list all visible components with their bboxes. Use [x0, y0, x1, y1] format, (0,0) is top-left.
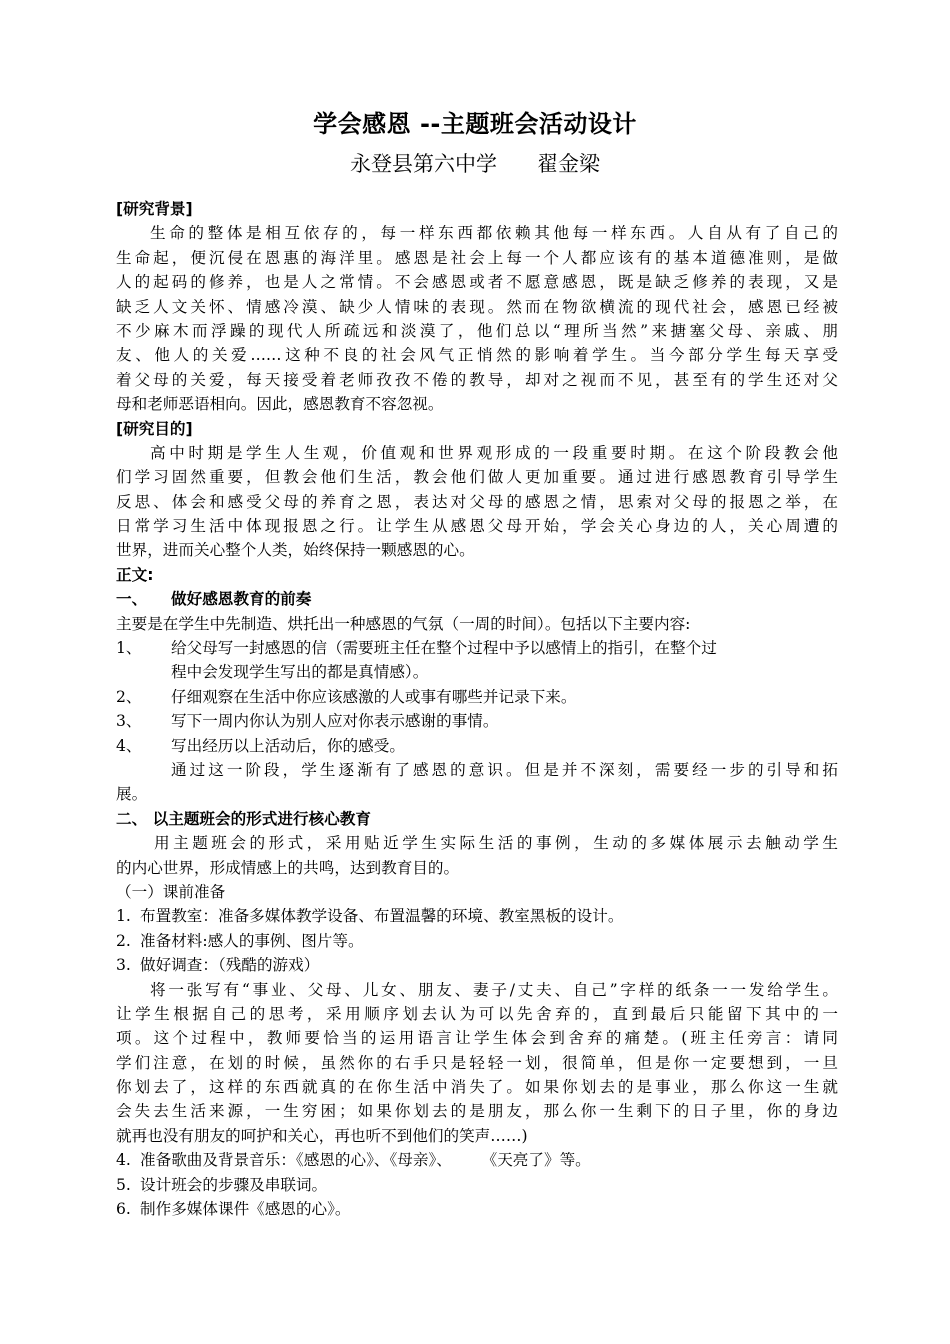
list-item [116, 685, 838, 709]
background-heading: [研究背景] [116, 200, 193, 218]
list-item-text: 准备歌曲及背景音乐：《感恩的心》、《母亲》、 《天亮了》等。 [140, 1151, 591, 1170]
list-item-text: 制作多媒体课件《感恩的心》。 [140, 1200, 351, 1219]
paragraph-line: 缺乏人文关怀、情感冷漠、缺少人情味的表现。然而在物欲横流的现代社会，感恩已经被 [116, 297, 838, 316]
document-subtitle: 永登县第六中学 翟金梁 [349, 152, 601, 176]
list-item-text: 写下一周内你认为别人应对你表示感谢的事情。 [171, 712, 499, 731]
list-item-text: 设计班会的步骤及串联词。 [140, 1175, 328, 1194]
paragraph-line: 生命起，便沉侵在恩惠的海洋里。感恩是社会上每一个人都应该有的基本道德准则，是做 [116, 248, 838, 267]
paragraph-line: 母和老师恶语相向。因此，感恩教育不容忽视。 [116, 395, 444, 414]
purpose-heading: [研究目的] [116, 419, 193, 438]
list-item-continuation: 程中会发现学生写出的都是真情感）。 [171, 663, 429, 682]
paragraph-line: 日常学习生活中体现报恩之行。让学生从感恩父母开始，学会关心身边的人，关心周遭的 [116, 517, 838, 536]
list-item [116, 1173, 838, 1197]
paragraph-line: 反思、体会和感受父母的养育之恩，表达对父母的感恩之情，思索对父母的报恩之举，在 [116, 492, 838, 511]
list-item-number: 2. [116, 931, 131, 950]
paragraph-line: 生命的整体是相互依存的，每一样东西都依赖其他每一样东西。人自从有了自己的 [150, 224, 838, 243]
paragraph-line: 将一张写有“事业、父母、儿女、朋友、妻子/丈夫、自己”字样的纸条一一发给学生。 [150, 980, 838, 999]
list-item [116, 709, 838, 733]
paragraph-line: 学们注意，在划的时候，虽然你的右手只是轻轻一划，很简单，但是你一定要想到，一旦 [116, 1053, 838, 1072]
list-item-number: 1. [116, 907, 131, 926]
paragraph-line: 人的起码的修养，也是人之常情。不会感恩或者不愿意感恩，既是缺乏修养的表现，又是 [116, 273, 838, 292]
paragraph-line: 让学生根据自己的思考，采用顺序划去认为可以先舍弃的，直到最后只能留下其中的一 [116, 1004, 838, 1023]
list-item [116, 636, 838, 660]
paragraph-line: 世界，进而关心整个人类，始终保持一颗感恩的心。 [116, 541, 475, 560]
paragraph-line: 友、他人的关爱……这种不良的社会风气正悄然的影响着学生。当今部分学生每天享受 [116, 346, 838, 365]
list-item-number: 4、 [116, 736, 142, 755]
part2-heading: 二、 以主题班会的形式进行核心教育 [116, 809, 371, 828]
paragraph-line: 展。 [116, 785, 148, 804]
part1-heading [116, 587, 838, 611]
paragraph-line: 通过这一阶段，学生逐渐有了感恩的意识。但是并不深刻，需要经一步的引导和拓 [171, 760, 838, 779]
list-item-number: 4. [116, 1151, 131, 1170]
paragraph-line: 项。这个过程中，教师要恰当的运用语言让学生体会到舍弃的痛楚。(班主任旁言：请同 [116, 1029, 838, 1048]
document-body [116, 197, 838, 1221]
list-item [116, 929, 838, 953]
document-title: 学会感恩 --主题班会活动设计 [313, 110, 637, 138]
paragraph-line: 们学习固然重要，但教会他们生活，教会他们做人更加重要。通过进行感恩教育引导学生 [116, 468, 838, 487]
list-item-number: 1、 [116, 639, 142, 658]
list-item-text: 仔细观察在生活中你应该感激的人或事有哪些并记录下来。 [171, 687, 577, 706]
subsection-heading: （一）课前准备 [116, 882, 226, 901]
part1-intro: 主要是在学生中先制造、烘托出一种感恩的气氛（一周的时间）。包括以下主要内容: [116, 614, 691, 633]
list-item [116, 734, 838, 758]
part1-title: 做好感恩教育的前奏 [171, 590, 312, 609]
list-item-text: 做好调查：（残酷的游戏） [140, 956, 320, 975]
list-item-number: 6. [116, 1200, 131, 1219]
paragraph-line: 高中时期是学生人生观，价值观和世界观形成的一段重要时期。在这个阶段教会他 [150, 443, 838, 462]
part1-number: 一、 [116, 590, 148, 609]
paragraph-line: 不少麻木而浮躁的现代人所疏远和淡漠了，他们总以“理所当然”来搪塞父母、亲戚、朋 [116, 321, 838, 340]
list-item-text: 写出经历以上活动后，你的感受。 [171, 736, 405, 755]
paragraph-line: 着父母的关爱，每天接受着老师孜孜不倦的教导，却对之视而不见，甚至有的学生还对父 [116, 370, 838, 389]
paragraph-line: 你划去了，这样的东西就真的在你生活中消失了。如果你划去的是事业，那么你这一生就 [116, 1078, 838, 1097]
list-item-text: 给父母写一封感恩的信（需要班主任在整个过程中予以感情上的指引，在整个过 [171, 639, 717, 658]
paragraph-line: 的内心世界，形成情感上的共鸣，达到教育目的。 [116, 858, 460, 877]
list-item-number: 3、 [116, 712, 142, 731]
list-item-text: 布置教室：准备多媒体教学设备、布置温馨的环境、教室黑板的设计。 [140, 907, 624, 926]
paragraph-line: 就再也没有朋友的呵护和关心，再也听不到他们的笑声……) [116, 1126, 528, 1145]
list-item-number: 5. [116, 1175, 131, 1194]
list-item-text: 准备材料:感人的事例、图片等。 [140, 931, 364, 950]
main-heading: 正文: [116, 565, 154, 584]
list-item [116, 1148, 838, 1172]
list-item [116, 953, 838, 977]
list-item-number: 2、 [116, 687, 142, 706]
list-item-number: 3. [116, 956, 131, 975]
list-item [116, 904, 838, 928]
list-item [116, 1197, 838, 1221]
paragraph-line: 会失去生活来源，一生穷困；如果你划去的是朋友，那么你一生剩下的日子里，你的身边 [116, 1102, 838, 1121]
paragraph-line: 用主题班会的形式，采用贴近学生实际生活的事例，生动的多媒体展示去触动学生 [154, 834, 838, 853]
